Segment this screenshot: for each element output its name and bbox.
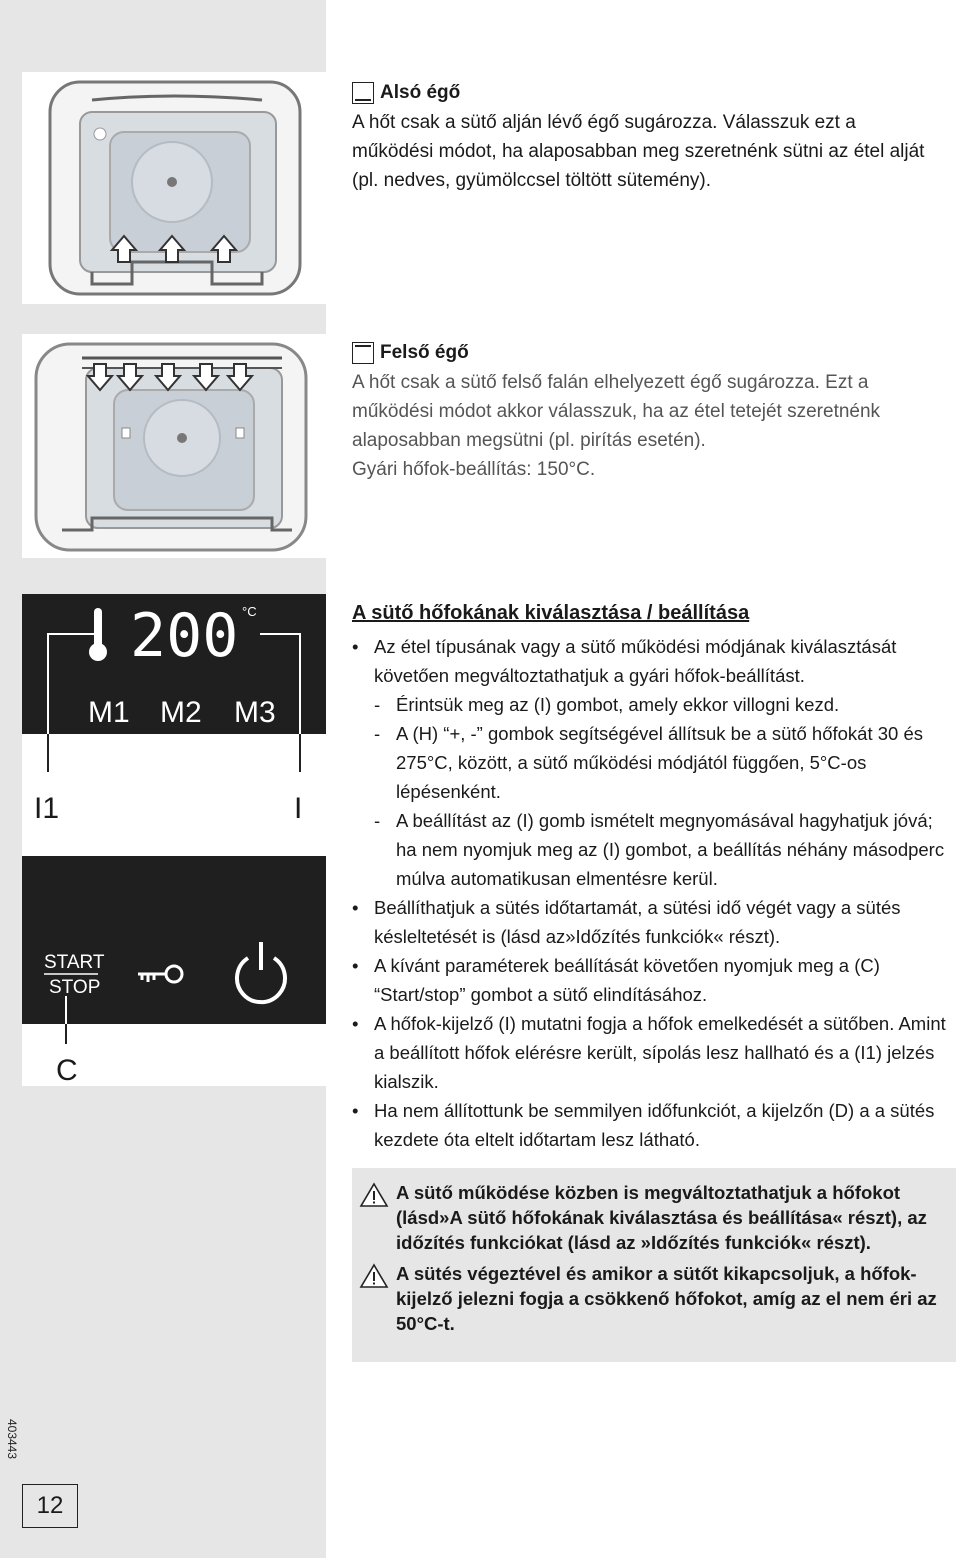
list-item: • A kívánt paraméterek beállítását követően nyomjuk meg a (C) “Start/stop” gombot a sütő elindításához. <box>352 955 880 1005</box>
list-item: • Az étel típusának vagy a sütő működési módjának kiválasztását követően megváltoztathatjuk a gyári hőfok-beállítást. <box>352 636 897 686</box>
top-heater-icon <box>352 342 374 364</box>
section-heading: A sütő hőfokának kiválasztása / beállítása <box>352 602 750 624</box>
bottom-heater-heading <box>352 82 942 104</box>
page-number: 12 <box>22 1484 78 1528</box>
bottom-heater-icon <box>352 82 374 104</box>
list-item: • Ha nem állítottunk be semmilyen időfunkciót, a kijelzőn (D) a a sütés kezdete óta eltelt időtartam lesz látható. <box>352 1100 935 1150</box>
temperature-unit: °C <box>242 604 257 619</box>
label-i1: I1 <box>34 792 60 825</box>
stop-label: STOP <box>49 977 101 998</box>
label-c: C <box>56 1054 78 1086</box>
warning-box <box>352 1168 956 1362</box>
sub-list-item: - A (H) “+, -” gombok segítségével állítsuk be a sütő hőfokát 30 és 275°C, között, a sütő működési módjától függően, 5°C-os lépésenként. <box>374 723 924 802</box>
sub-list-item: - Érintsük meg az (I) gombot, amely ekkor villogni kezd. <box>374 694 840 715</box>
top-heater-factory-setting: Gyári hőfok-beállítás: 150°C. <box>352 459 596 480</box>
warning-item <box>352 1261 946 1336</box>
label-i: I <box>294 792 303 825</box>
warning-icon <box>352 1261 396 1336</box>
list-item: • Beállíthatjuk a sütés időtartamát, a sütési idő végét vagy a sütés késleltetését is (lásd az»Időzítés funkciók« részt). <box>352 897 901 947</box>
oven-bottom-heater-illustration <box>22 72 326 304</box>
warning-text-2: A sütés végeztével és amikor a sütőt kikapcsoljuk, a hőfok-kijelző jelezni fogja a csökkenő hőfokot, amíg az el nem éri az 50°C-t. <box>396 1263 937 1334</box>
start-label: START <box>44 952 105 973</box>
sub-list-item: - A beállítást az (I) gomb ismételt megnyomásával hagyhatjuk jóvá; ha nem nyomjuk meg az (I) gombot, a beállítás néhány másodperc múlva automatikusan elmentésre kerül. <box>374 810 945 889</box>
control-panel-illustration <box>22 594 326 1086</box>
memory-m3: M3 <box>234 696 276 729</box>
bottom-heater-text: A hőt csak a sütő alján lévő égő sugározza. Válasszuk ezt a működési módot, ha alaposabban meg szeretnénk sütni az étel alját (pl. nedves, gyümölccsel töltött sütemény). <box>352 112 925 191</box>
warning-icon <box>352 1180 396 1255</box>
top-heater-text: A hőt csak a sütő felső falán elhelyezett égő sugározza. Ezt a működési módot akkor válasszuk, ha az étel tetejét szeretnénk alaposabban megsütni (pl. pirítás esetén). <box>352 372 881 451</box>
top-heater-heading <box>352 342 942 364</box>
top-heater-title: Felső égő <box>380 342 469 363</box>
list-item: • A hőfok-kijelző (I) mutatni fogja a hőfok emelkedését a sütőben. Amint a beállított hőfok elérésre került, sípolás lesz hallható és a (I1) jelzés kialszik. <box>352 1013 946 1092</box>
bottom-heater-title: Alsó égő <box>380 82 461 103</box>
document-code: 403443 <box>5 1418 19 1460</box>
temperature-readout: 200 <box>130 601 239 671</box>
memory-m1: M1 <box>88 696 130 729</box>
memory-m2: M2 <box>160 696 202 729</box>
warning-item <box>352 1180 946 1255</box>
warning-text-1: A sütő működése közben is megváltoztathatjuk a hőfokot (lásd»A sütő hőfokának kiválasztása és beállítása« részt), az időzítés funkciókat (lásd az »Időzítés funkciók« részt). <box>396 1182 927 1253</box>
instruction-list <box>352 632 952 1154</box>
oven-top-heater-illustration <box>22 334 326 558</box>
bottom-heater-description <box>352 82 942 195</box>
top-heater-description <box>352 342 942 484</box>
